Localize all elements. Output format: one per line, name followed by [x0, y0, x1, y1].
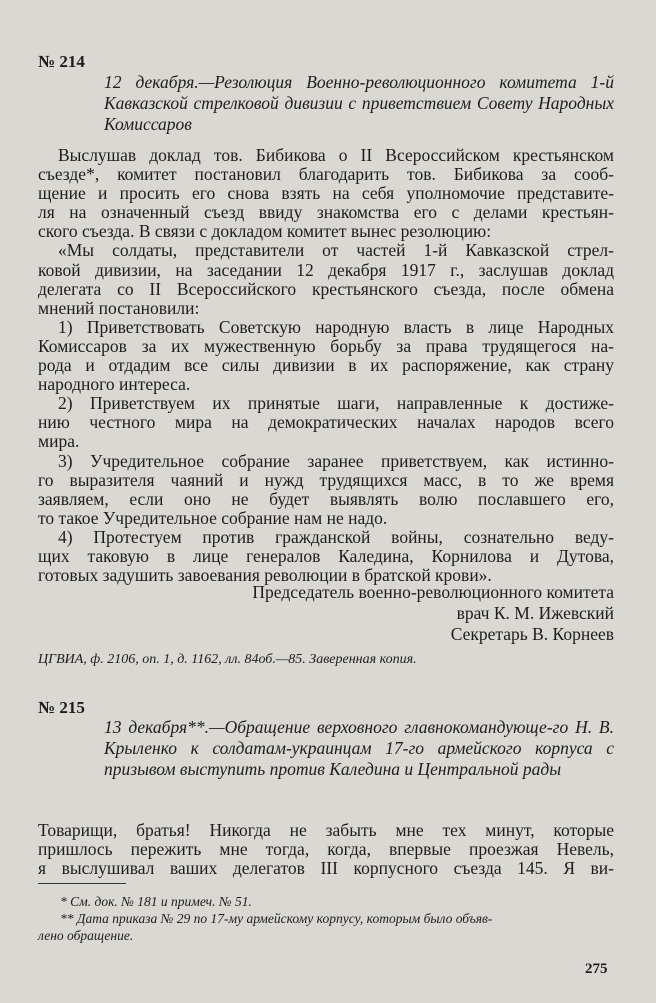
document-heading-215: 13 декабря**.—Обращение верховного главнокомандующе-го Н. В. Крыленко к солдатам-украинцам 17-го армейского корпуса с призывом выступить против Каледина и Центральной рады: [104, 717, 614, 779]
text-line: мнений постановили:: [38, 297, 200, 318]
text-line: рода и отдадим все силы дивизии в их распоряжение, как страну: [38, 355, 614, 376]
text-line: я выслушивал ваших делегатов III корпусного съезда 145. Я ви-: [38, 858, 614, 879]
document-number-214: № 214: [38, 52, 85, 71]
text-line: 3) Учредительное собрание заранее приветствуем, как истинно-: [58, 450, 614, 471]
document-body-214: [38, 146, 614, 585]
text-line: готовых задушить завоевания революции в братской крови».: [38, 565, 492, 586]
signature-line: Председатель военно-революционного комитета: [252, 582, 614, 602]
text-line: съезде*, комитет постановил благодарить тов. Бибикова за сооб-: [38, 164, 614, 185]
text-line: ского съезда. В связи с докладом комитет вынес резолюцию:: [38, 221, 492, 242]
text-line: щих таковую в лице генералов Каледина, Корнилова и Дутова,: [38, 545, 614, 566]
text-line: нию честного мира на демократических началах народов всего: [38, 412, 614, 433]
text-line: Выслушав доклад тов. Бибикова о II Всероссийском крестьянском: [58, 145, 614, 165]
signature-line: врач К. М. Ижевский: [456, 603, 614, 623]
text-line: заявляем, если оно не будет выявлять волю пославшего его,: [38, 488, 614, 509]
text-line: Комиссаров за их мужественную борьбу за права трудящегося на-: [38, 335, 614, 356]
footnote-line: * См. док. № 181 и примеч. № 51.: [60, 894, 252, 909]
archive-source: ЦГВИА, ф. 2106, оп. 1, д. 1162, лл. 84об.—85. Заверенная копия.: [38, 652, 417, 667]
document-heading-214: 12 декабря.—Резолюция Военно-революционного комитета 1-й Кавказской стрелковой дивизии с приветствием Совету Народных Комиссаров: [104, 72, 614, 134]
text-line: мира.: [38, 431, 80, 452]
footnote-line: ** Дата приказа № 29 по 17-му армейскому корпусу, которым было объяв-: [60, 911, 493, 926]
signature-line: Секретарь В. Корнеев: [450, 624, 614, 644]
text-line: го выразителя чаяний и нужд трудящихся масс, в то же время: [38, 469, 614, 490]
text-line: то такое Учредительное собрание нам не надо.: [38, 507, 388, 528]
text-line: «Мы солдаты, представители от частей 1-й Кавказской стрел-: [58, 240, 614, 261]
footnote-line: лено обращение.: [38, 928, 134, 943]
text-line: пришлось пережить мне тогда, когда, впервые проезжая Невель,: [38, 839, 614, 860]
text-line: делегата со II Всероссийского крестьянского съезда, после обмена: [38, 278, 614, 299]
document-body-215: [38, 821, 614, 878]
text-line: ля на означенный съезд ввиду знакомства его с делами крестьян-: [38, 202, 614, 223]
text-line: народного интереса.: [38, 374, 191, 395]
text-line: щение и просить его снова взять на себя уполномочие представите-: [38, 183, 614, 204]
document-number-215: № 215: [38, 698, 85, 717]
text-line: 4) Протестуем против гражданской войны, сознательно веду-: [58, 526, 614, 547]
text-line: 2) Приветствуем их принятые шаги, направленные к достиже-: [58, 393, 614, 414]
text-line: Товарищи, братья! Никогда не забыть мне тех минут, которые: [38, 820, 614, 840]
page-number: 275: [585, 961, 608, 977]
text-line: 1) Приветствовать Советскую народную власть в лице Народных: [58, 316, 614, 337]
text-line: ковой дивизии, на заседании 12 декабря 1917 г., заслушав доклад: [38, 259, 614, 280]
footnote-divider: [38, 883, 126, 884]
signature-block: [252, 582, 614, 645]
footnotes: [38, 893, 614, 944]
